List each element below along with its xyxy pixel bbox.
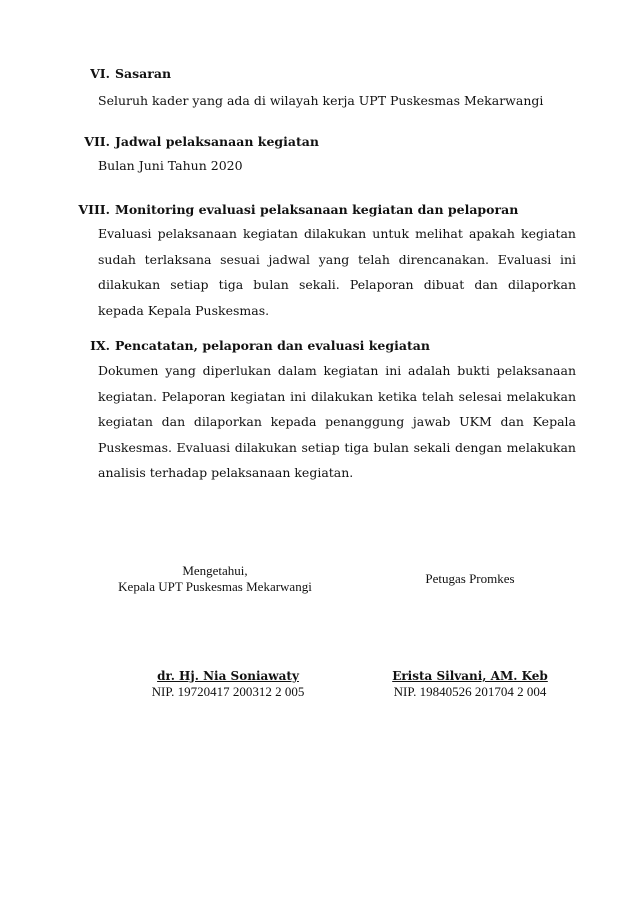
section-number: IX.: [90, 338, 110, 353]
section-pencatatan: [0, 335, 638, 486]
signature-officer-heading: [380, 571, 560, 587]
section-title: Sasaran: [115, 66, 172, 81]
signature-officer: [375, 668, 565, 700]
section-body: Bulan Juni Tahun 2020: [98, 158, 243, 173]
section-heading: [0, 335, 638, 357]
signature-officer-role: Petugas Promkes: [425, 571, 515, 586]
section-sasaran: [0, 63, 638, 114]
section-heading: [0, 131, 638, 153]
section-heading: [0, 63, 638, 85]
section-number: VII.: [84, 134, 110, 149]
signature-approver: [120, 668, 336, 700]
section-number: VI.: [90, 66, 110, 81]
section-title: Pencatatan, pelaporan dan evaluasi kegiatan: [115, 338, 430, 353]
signature-acknowledge-label: Mengetahui,: [182, 563, 248, 578]
signature-approver-nip: NIP. 19720417 200312 2 005: [151, 684, 305, 699]
section-heading: [0, 199, 638, 221]
signature-officer-nip: NIP. 19840526 201704 2 004: [393, 684, 547, 699]
signature-approver-title: Kepala UPT Puskesmas Mekarwangi: [118, 579, 312, 594]
section-body: Dokumen yang diperlukan dalam kegiatan ini adalah bukti pelaksanaan kegiatan. Pelaporan kegiatan ini dilakukan ketika telah selesai melakukan kegiatan dan dilaporkan kepada penanggung jawab UKM dan Kepala Puskesmas. Evaluasi dilakukan setiap tiga bulan sekali dengan melakukan analisis terhadap pelaksanaan kegiatan.: [98, 363, 576, 480]
section-title: Monitoring evaluasi pelaksanaan kegiatan dan pelaporan: [115, 202, 519, 217]
section-number: VIII.: [78, 202, 110, 217]
section-title: Jadwal pelaksanaan kegiatan: [115, 134, 319, 149]
signature-officer-name: Erista Silvani, AM. Keb: [392, 669, 548, 683]
section-body: Evaluasi pelaksanaan kegiatan dilakukan untuk melihat apakah kegiatan sudah terlaksana sesuai jadwal yang telah direncanakan. Evaluasi ini dilakukan setiap tiga bulan sekali. Pelaporan dibuat dan dilaporkan kepada Kepala Puskesmas.: [98, 226, 576, 318]
signature-approver-heading: [100, 563, 330, 595]
section-jadwal: [0, 131, 638, 179]
signature-approver-name: dr. Hj. Nia Soniawaty: [157, 669, 299, 683]
section-monitoring: [0, 199, 638, 323]
section-body: Seluruh kader yang ada di wilayah kerja UPT Puskesmas Mekarwangi: [98, 93, 544, 108]
